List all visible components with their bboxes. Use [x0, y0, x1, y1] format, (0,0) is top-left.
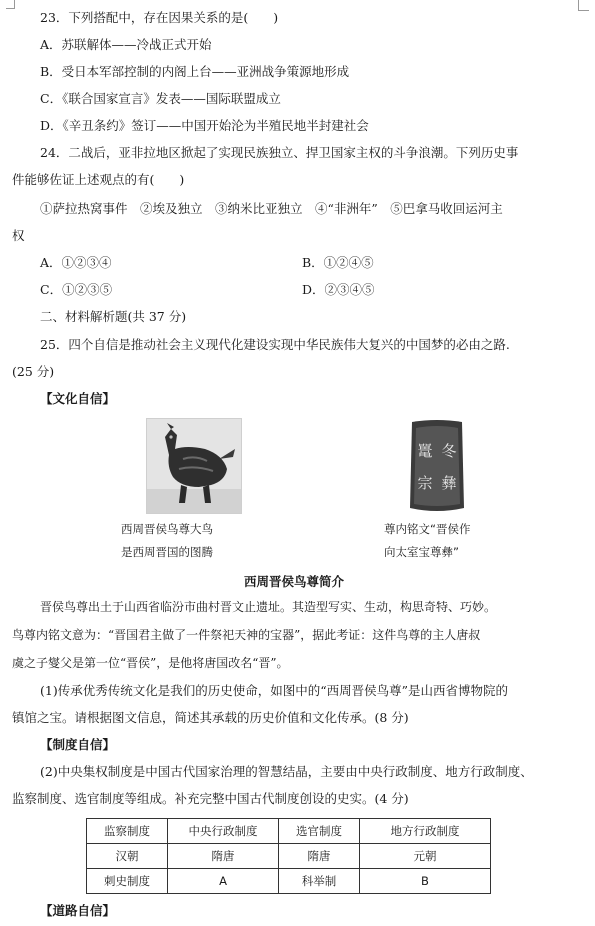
rubbing-glyph: 冬	[441, 442, 457, 460]
q25-stem-line2: (25 分)	[12, 364, 55, 379]
table-row	[87, 869, 491, 894]
q24-stem-line1: 24．二战后，亚非拉地区掀起了实现民族独立、捍卫国家主权的斗争浪潮。下列历史事	[40, 145, 519, 160]
system-heading: 【制度自信】	[40, 737, 116, 752]
table-cell: 汉朝	[87, 844, 168, 869]
table-cell: 刺史制度	[87, 869, 168, 894]
q24-option-a: A．①②③④	[40, 255, 112, 270]
page-corner-mark-right	[578, 0, 589, 11]
photo-caption-line2: 是西周晋国的图腾	[121, 545, 213, 559]
intro-title: 西周晋侯鸟尊简介	[244, 574, 345, 589]
q24-option-b: B．①②④⑤	[302, 255, 374, 270]
table-cell: 隋唐	[279, 844, 360, 869]
q24-option-d: D．②③④⑤	[302, 282, 375, 297]
q24-option-c: C．①②③⑤	[40, 282, 113, 297]
table-cell: 隋唐	[168, 844, 279, 869]
rubbing-caption-line2: 向太室宝尊彝”	[384, 545, 459, 559]
q25-stem-line1: 25．四个自信是推动社会主义现代化建设实现中华民族伟大复兴的中国梦的必由之路.	[40, 337, 510, 352]
table-cell: B	[360, 869, 491, 894]
table-cell: 元朝	[360, 844, 491, 869]
table-header: 监察制度	[87, 819, 168, 844]
section-heading: 二、材料解析题(共 37 分)	[40, 309, 187, 324]
rubbing-glyph: 鼍	[417, 442, 433, 460]
sub-question-2-line2: 监察制度、选官制度等组成。补充完整中国古代制度创设的史实。(4 分)	[12, 791, 409, 806]
q24-items-line2: 权	[12, 228, 25, 243]
rubbing-caption-line1: 尊内铭文“晋侯作	[384, 522, 471, 536]
photo-caption-line1: 西周晋侯鸟尊大鸟	[121, 522, 213, 536]
sub-question-1-line2: 镇馆之宝。请根据图文信息，简述其承载的历史价值和文化传承。(8 分)	[12, 710, 409, 725]
q23-option-d: D．《辛丑条约》签订——中国开始沦为半殖民地半封建社会	[40, 118, 369, 133]
sub-question-2-line1: (2)中央集权制度是中国古代国家治理的智慧结晶，主要由中央行政制度、地方行政制度、	[40, 764, 533, 779]
q23-option-c: C．《联合国家宣言》发表——国际联盟成立	[40, 91, 281, 106]
intro-line3: 虞之子燮父是第一位“晋侯”，是他将唐国改名“晋”。	[12, 656, 289, 670]
table-row	[87, 819, 491, 844]
culture-heading: 【文化自信】	[40, 391, 116, 406]
intro-line1: 晋侯鸟尊出土于山西省临汾市曲村晋文止遗址。其造型写实、生动，构思奇特、巧妙。	[40, 600, 497, 614]
road-heading: 【道路自信】	[40, 903, 116, 918]
table-cell: 科举制	[279, 869, 360, 894]
sub-question-1-line1: (1)传承优秀传统文化是我们的历史使命，如图中的“西周晋侯鸟尊”是山西省博物院的	[40, 683, 508, 698]
rubbing-glyph: 彝	[441, 474, 457, 492]
intro-line2: 鸟尊内铭文意为：“晋国君主做了一件祭祀天神的宝器”，据此考证：这件鸟尊的主人唐叔	[12, 628, 481, 642]
bird-zun-illustration	[147, 419, 241, 513]
bird-zun-photo	[146, 418, 242, 514]
q23-stem: 23．下列搭配中，存在因果关系的是( )	[40, 10, 279, 25]
table-header: 选官制度	[279, 819, 360, 844]
page-corner-mark-left	[6, 0, 15, 9]
table-cell: A	[168, 869, 279, 894]
q24-items-line1: ①萨拉热窝事件 ②埃及独立 ③纳米比亚独立 ④“非洲年” ⑤巴拿马收回运河主	[40, 201, 503, 216]
inscription-rubbing-image	[408, 418, 466, 514]
inscription-rubbing	[408, 418, 466, 514]
q23-option-b: B．受日本军部控制的内阁上台——亚洲战争策源地形成	[40, 64, 350, 79]
table-header: 中央行政制度	[168, 819, 279, 844]
rubbing-glyph: 宗	[417, 474, 433, 492]
table-header: 地方行政制度	[360, 819, 491, 844]
table-row	[87, 844, 491, 869]
institution-table	[86, 818, 491, 894]
q24-stem-line2: 件能够佐证上述观点的有( )	[12, 172, 185, 187]
q23-option-a: A．苏联解体——冷战正式开始	[40, 37, 212, 52]
